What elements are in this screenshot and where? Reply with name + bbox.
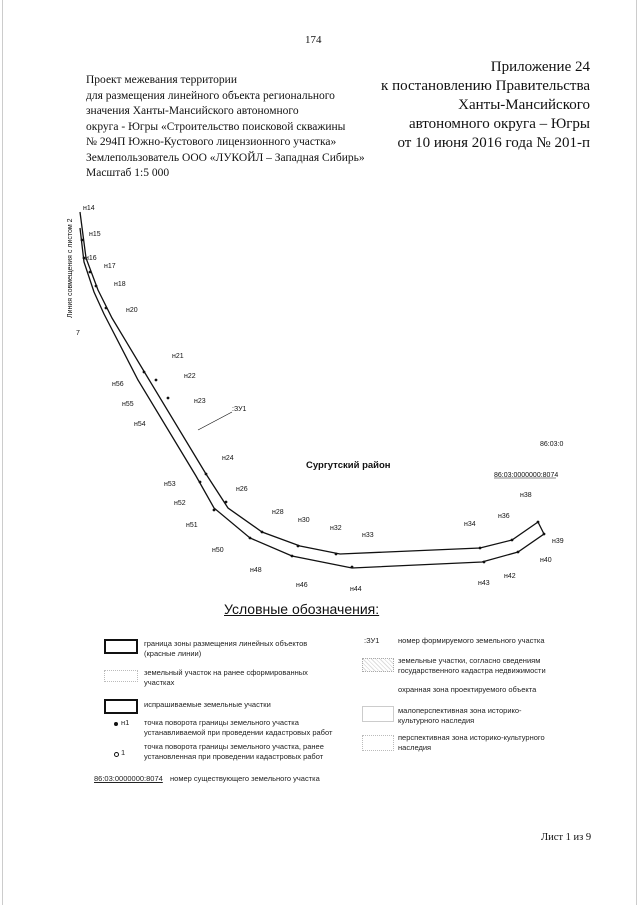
- legend-text: земельные участки, согласно сведениям государственного кадастра недвижимости: [398, 656, 546, 675]
- turning-points: [81, 239, 546, 569]
- point-label: н54: [134, 421, 146, 428]
- project-line: № 294П Южно-Кустового лицензионного участка»: [86, 136, 337, 148]
- point-label: н34: [464, 521, 476, 528]
- turning-point: [543, 533, 546, 536]
- legend-swatch-requested-plot: [104, 699, 138, 714]
- appendix-line: к постановлению Правительства: [381, 78, 590, 94]
- turning-point: [261, 531, 264, 534]
- point-label: н21: [172, 353, 184, 360]
- legend-text: земельный участок на ранее сформированных участках: [144, 668, 308, 687]
- page-number: 174: [305, 34, 322, 46]
- legend-text: номер существующего земельного участка: [170, 774, 320, 783]
- point-label: н51: [186, 522, 198, 529]
- turning-point: [143, 371, 146, 374]
- legend-mark: 86:03:0000000:8074: [94, 774, 163, 783]
- turning-point: [537, 521, 540, 524]
- legend-mark: н1: [121, 718, 130, 727]
- point-label: н36: [498, 513, 510, 520]
- legend-swatch-red-lines: [104, 639, 138, 654]
- legend-swatch-low-prospect-zone: [362, 706, 394, 722]
- appendix-line: автономного округа – Югры: [408, 116, 590, 132]
- turning-point: [81, 239, 84, 242]
- point-label: н50: [212, 547, 224, 554]
- point-label: н26: [236, 486, 248, 493]
- point-label: н22: [184, 373, 196, 380]
- project-line: значения Ханты-Мансийского автономного: [86, 105, 299, 117]
- project-scale: Масштаб 1:5 000: [86, 167, 170, 179]
- point-label: н55: [122, 401, 134, 408]
- district-label: Сургутский район: [306, 460, 391, 471]
- legend-mark: 1: [121, 748, 126, 757]
- turning-point: [483, 561, 486, 564]
- legend-text: малоперспективная зона историко-культурного наследия: [398, 706, 522, 725]
- turning-point: [205, 473, 208, 476]
- turning-point: [479, 547, 482, 550]
- legend-title: Условные обозначения:: [224, 601, 380, 617]
- project-line: округа - Югры «Строительство поисковой скважины: [86, 120, 346, 133]
- point-label: н15: [89, 231, 101, 238]
- point-label: н48: [250, 567, 262, 574]
- point-label: н42: [504, 573, 516, 580]
- turning-point: [213, 509, 216, 512]
- turning-point: [511, 539, 514, 542]
- turning-point: [89, 271, 92, 274]
- cadastral-label: 86:03:0: [540, 441, 564, 448]
- point-label: н38: [520, 492, 532, 499]
- project-line: Проект межевания территории: [86, 74, 237, 86]
- point-label: н33: [362, 532, 374, 539]
- zu-leader-line: [198, 412, 232, 430]
- point-label: н56: [112, 381, 124, 388]
- zu-label: :ЗУ1: [232, 406, 247, 413]
- turning-point: [225, 501, 228, 504]
- point-label: н44: [350, 586, 362, 593]
- point-label: н46: [296, 582, 308, 589]
- legend-swatch-gkn: [362, 658, 394, 672]
- point-label: н18: [114, 281, 126, 288]
- point-label: н52: [174, 500, 186, 507]
- turning-point: [291, 555, 294, 558]
- point-label: н14: [83, 205, 95, 212]
- point-label: н17: [104, 263, 116, 270]
- point-label: н32: [330, 525, 342, 532]
- legend-dot-icon: [114, 722, 118, 726]
- legend-text: номер формируемого земельного участка: [398, 636, 545, 645]
- legend-mark: :ЗУ1: [364, 636, 380, 645]
- legend-text: граница зоны размещения линейных объектов (красные линии): [144, 639, 308, 658]
- point-label: н24: [222, 455, 234, 462]
- turning-point: [517, 551, 520, 554]
- turning-point: [155, 379, 158, 382]
- turning-point: [167, 397, 170, 400]
- legend-text: испрашиваемые земельные участки: [144, 700, 271, 709]
- project-line: для размещения линейного объекта регионального: [86, 89, 335, 102]
- point-label: н16: [85, 255, 97, 262]
- legend-swatch-prospect-zone: [362, 735, 394, 751]
- turning-point: [249, 537, 252, 540]
- legend-swatch-formed-plot: [104, 670, 138, 682]
- corridor-outer-line: [80, 212, 538, 554]
- corridor-inner-line: [80, 228, 544, 568]
- turning-point: [105, 307, 108, 310]
- turning-point: [199, 481, 202, 484]
- point-label: н20: [126, 307, 138, 314]
- point-label: 7: [76, 330, 80, 337]
- legend-text: охранная зона проектируемого объекта: [398, 685, 537, 694]
- point-label: н28: [272, 509, 284, 516]
- project-block: [86, 73, 365, 182]
- point-label: н53: [164, 481, 176, 488]
- project-line: Землепользователь ООО «ЛУКОЙЛ – Западная Сибирь»: [86, 151, 365, 164]
- point-label: н39: [552, 538, 564, 545]
- legend-circle-icon: [114, 752, 119, 757]
- sheet-number: Лист 1 из 9: [541, 832, 592, 843]
- turning-point: [297, 545, 300, 548]
- side-note: Линия совмещения с листом 2: [67, 218, 74, 318]
- turning-point: [351, 566, 354, 569]
- cadastral-map: [0, 195, 640, 600]
- legend-text: перспективная зона историко-культурного наследия: [398, 733, 545, 752]
- turning-point: [95, 285, 98, 288]
- appendix-line: Ханты-Мансийского: [458, 97, 590, 113]
- point-label: н43: [478, 580, 490, 587]
- appendix-block: [381, 58, 590, 153]
- appendix-line: Приложение 24: [490, 59, 590, 75]
- point-label: н23: [194, 398, 206, 405]
- legend-text: точка поворота границы земельного участка, ранее установленная при проведении кадастровых работ: [144, 742, 324, 761]
- cadastral-label: 86:03:0000000:8074: [494, 472, 559, 479]
- legend-text: точка поворота границы земельного участка устанавливаемой при проведении кадастровых работ: [144, 718, 333, 737]
- point-label: н30: [298, 517, 310, 524]
- turning-point: [335, 553, 338, 556]
- point-label: н40: [540, 557, 552, 564]
- appendix-line: от 10 июня 2016 года № 201-п: [397, 135, 590, 151]
